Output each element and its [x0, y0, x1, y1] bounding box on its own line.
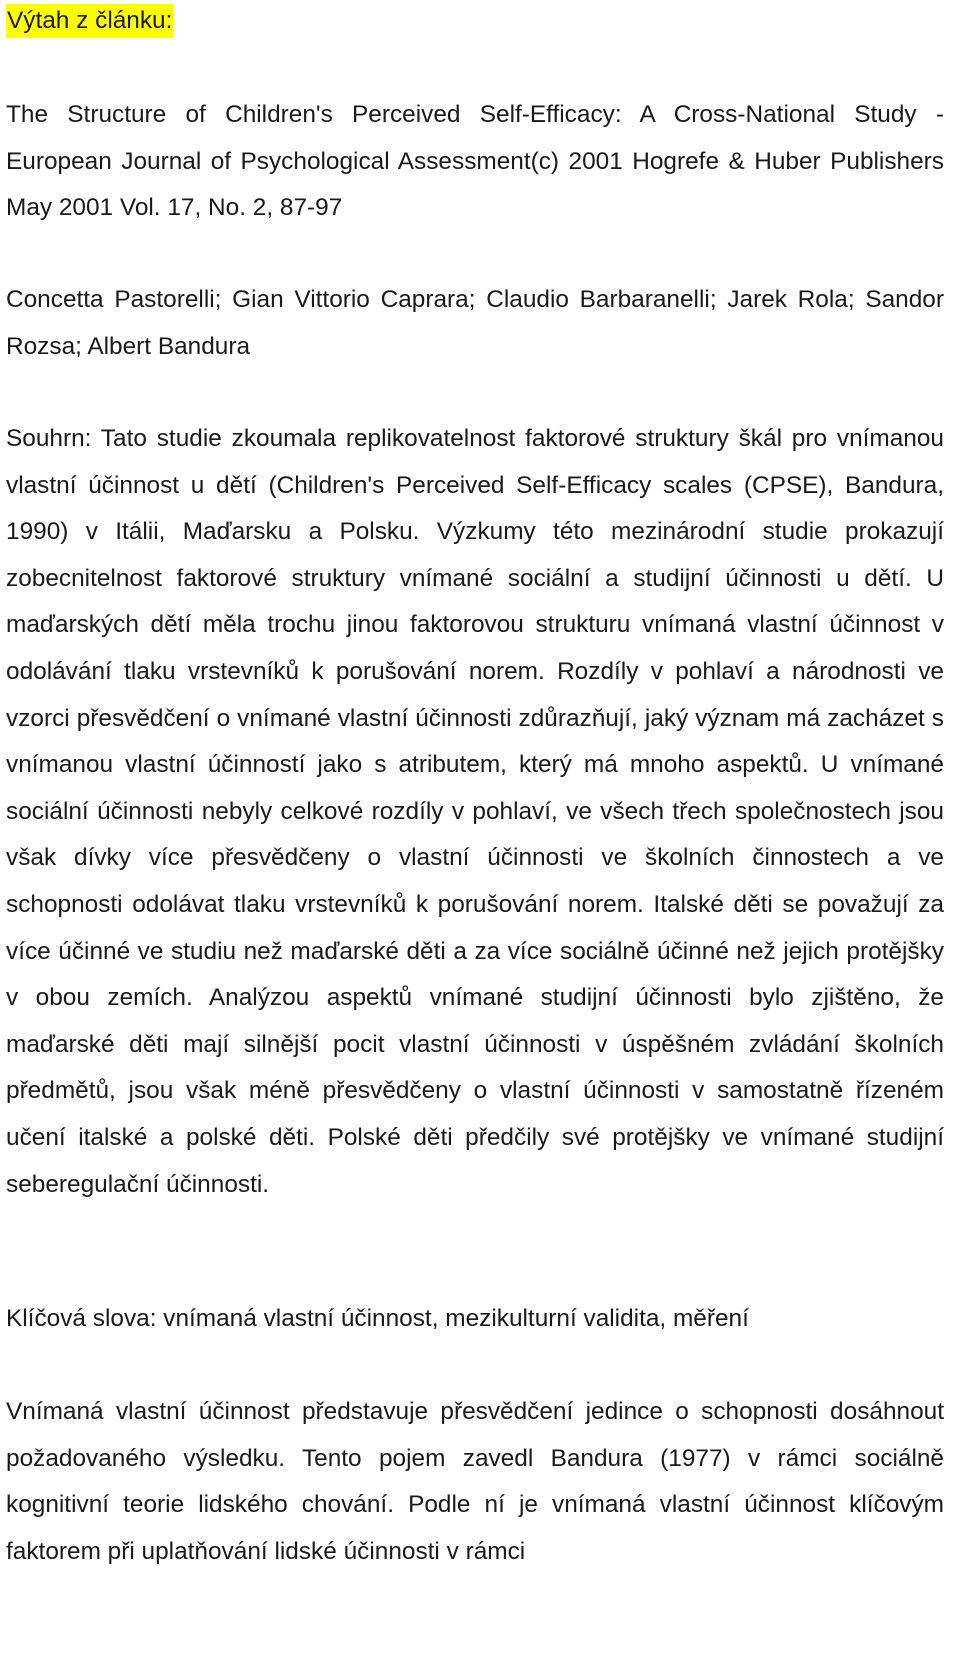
excerpt-heading-text: Výtah z článku: [6, 4, 173, 38]
excerpt-heading [6, 4, 173, 38]
article-citation: The Structure of Children's Perceived Self-Efficacy: A Cross-National Study - European Journal of Psychological Assessment(c) 2001 Hogrefe & Huber Publishers May 2001 Vol. 17, No. 2, 87-97 [6, 101, 944, 222]
article-summary: Souhrn: Tato studie zkoumala replikovatelnost faktorové struktury škál pro vnímanou vlastní účinnost u dětí (Children's Perceived Self-Efficacy scales (CPSE), Bandura, 1990) v Itálii, Maďarsku a Polsku. Výzkumy této mezinárodní studie prokazují zobecnitelnost faktorové struktury vnímané sociální a studijní účinnosti u dětí. U maďarských dětí měla trochu jinou faktorovou strukturu vnímaná vlastní účinnost v odolávání tlaku vrstevníků k porušování norem. Rozdíly v pohlaví a národnosti ve vzorci přesvědčení o vnímané vlastní účinnosti zdůrazňují, jaký význam má zacházet s vnímanou vlastní účinností jako s atributem, který má mnoho aspektů. U vnímané sociální účinnosti nebyly celkové rozdíly v pohlaví, ve všech třech společnostech jsou však dívky více přesvědčeny o vlastní účinnosti ve školních činnostech a ve schopnosti odolávat tlaku vrstevníků k porušování norem. Italské děti se považují za více účinné ve studiu než maďarské děti a za více sociálně účinné než jejich protějšky v obou zemích. Analýzou aspektů vnímané studijní účinnosti bylo zjištěno, že maďarské děti mají silnější pocit vlastní účinnosti v úspěšném zvládání školních předmětů, jsou však méně přesvědčeny o vlastní účinnosti v samostatně řízeném učení italské a polské děti. Polské děti předčily své protějšky ve vnímané studijní seberegulační účinnosti. [6, 425, 944, 1198]
article-authors: Concetta Pastorelli; Gian Vittorio Caprara; Claudio Barbaranelli; Jarek Rola; Sandor Rozsa; Albert Bandura [6, 286, 944, 360]
article-keywords: Klíčová slova: vnímaná vlastní účinnost, mezikulturní validita, měření [6, 1305, 749, 1332]
article-intro-paragraph: Vnímaná vlastní účinnost představuje přesvědčení jedince o schopnosti dosáhnout požadovaného výsledku. Tento pojem zavedl Bandura (1977) v rámci sociálně kognitivní teorie lidského chování. Podle ní je vnímaná vlastní účinnost klíčovým faktorem při uplatňování lidské účinnosti v rámci [6, 1398, 944, 1565]
